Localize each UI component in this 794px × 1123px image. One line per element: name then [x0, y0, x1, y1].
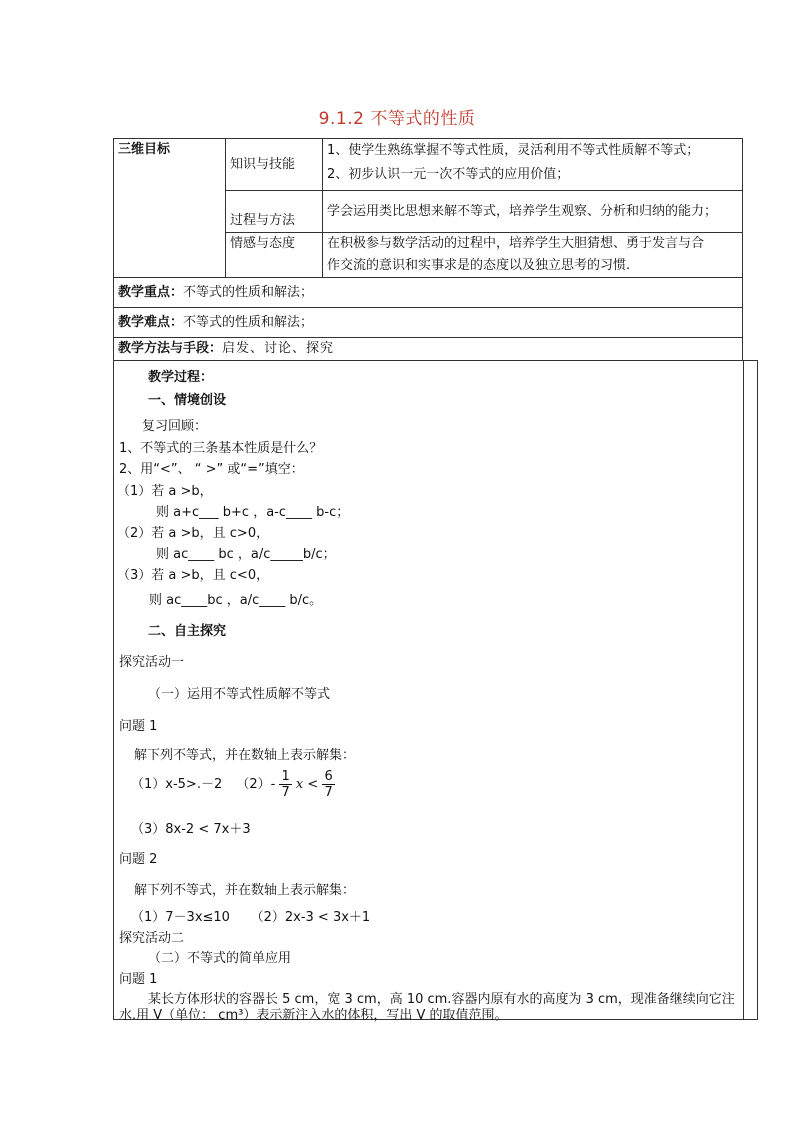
key-point-label: 教学重点： [118, 284, 184, 300]
case-3-answer: 则 ac____bc ，a/c____ b/c。 [149, 593, 323, 608]
equation-1: （1）x-5>.－2 [131, 777, 223, 792]
knowledge-item: 1、使学生熟练掌握不等式性质，灵活利用不等式性质解不等式； [327, 143, 700, 158]
section-2-heading: 二、自主探究 [148, 624, 227, 639]
attitude-label: 情感与态度 [226, 233, 323, 278]
case-2: （2）若 a >b，且 c>0， [117, 526, 270, 541]
knowledge-label: 知识与技能 [226, 139, 323, 191]
key-point-text: 不等式的性质和解法； [183, 284, 314, 300]
fraction-denominator: 7 [324, 785, 333, 800]
fraction-one-seventh [279, 769, 291, 800]
attitude-cell [323, 233, 743, 278]
equation-row-1 [131, 769, 335, 800]
column-divider [743, 361, 744, 1019]
problem-1-text: 解下列不等式，并在数轴上表示解集： [134, 748, 356, 763]
process-heading: 教学过程： [148, 370, 214, 385]
fraction-numerator: 1 [281, 769, 290, 784]
variable-x: x [295, 777, 304, 792]
methods-label: 教学方法与手段： [118, 341, 223, 356]
application-text-2: 水.用 V（单位： cm³）表示新注入水的体积，写出 V 的取值范围。 [119, 1008, 508, 1023]
difficulty-label: 教学难点： [118, 314, 184, 330]
activity-1-label: 探究活动一 [119, 655, 185, 670]
case-1-answer: 则 a+c___ b+c ，a-c____ b-c； [156, 505, 350, 520]
methods-text: 启发、讨论、探究 [222, 341, 335, 356]
section-1-heading: 一、情境创设 [148, 393, 227, 408]
question-2: 2、用“<”、 “ >” 或“=”填空： [119, 462, 304, 477]
equation-2-prefix: （2）- [236, 777, 276, 792]
objectives-table [113, 138, 743, 361]
less-than-symbol: < [307, 777, 319, 792]
difficulty-text: 不等式的性质和解法； [183, 314, 314, 330]
problem-2-label: 问题 2 [119, 852, 158, 867]
subsection-2: （二）不等式的简单应用 [148, 951, 292, 966]
knowledge-item: 2、初步认识一元一次不等式的应用价值； [327, 167, 570, 182]
equation-3: （3）8x-2 < 7x＋3 [131, 822, 251, 837]
problem-2-text: 解下列不等式，并在数轴上表示解集： [134, 883, 356, 898]
fraction-six-sevenths [322, 769, 334, 800]
case-2-answer: 则 ac____ bc ，a/c_____b/c； [156, 547, 336, 562]
attitude-text-2: 作交流的意识和实事求是的态度以及独立思考的习惯. [327, 258, 631, 273]
problem-1-label: 问题 1 [119, 719, 158, 734]
subsection-1: （一）运用不等式性质解不等式 [148, 687, 331, 702]
key-point-row [114, 278, 743, 308]
process-label: 过程与方法 [226, 191, 323, 233]
methods-row [114, 338, 743, 361]
equation-row-2: （1）7－3x≤10 （2）2x-3 < 3x＋1 [131, 910, 371, 925]
application-text-1: 某长方体形状的容器长 5 cm，宽 3 cm，高 10 cm.容器内原有水的高度为 3 cm，现准备继续向它注 [148, 992, 735, 1007]
difficulty-row [114, 308, 743, 338]
fraction-denominator: 7 [281, 785, 290, 800]
problem-3-label: 问题 1 [119, 972, 158, 987]
objectives-header: 三维目标 [114, 139, 226, 278]
attitude-text-1: 在积极参与数学活动的过程中，培养学生大胆猜想、勇于发言与合 [327, 236, 705, 251]
question-1: 1、不等式的三条基本性质是什么？ [119, 441, 323, 456]
process-text: 学会运用类比思想来解不等式，培养学生观察、分析和归纳的能力； [323, 191, 743, 233]
fraction-numerator: 6 [324, 769, 333, 784]
knowledge-cell [323, 139, 743, 191]
review-label: 复习回顾： [142, 419, 208, 434]
activity-2-label: 探究活动二 [119, 931, 185, 946]
case-3: （3）若 a >b，且 c<0， [117, 568, 270, 583]
page-title: 9.1.2 不等式的性质 [318, 109, 476, 129]
case-1: （1）若 a >b， [117, 484, 213, 499]
process-section [113, 360, 758, 1023]
